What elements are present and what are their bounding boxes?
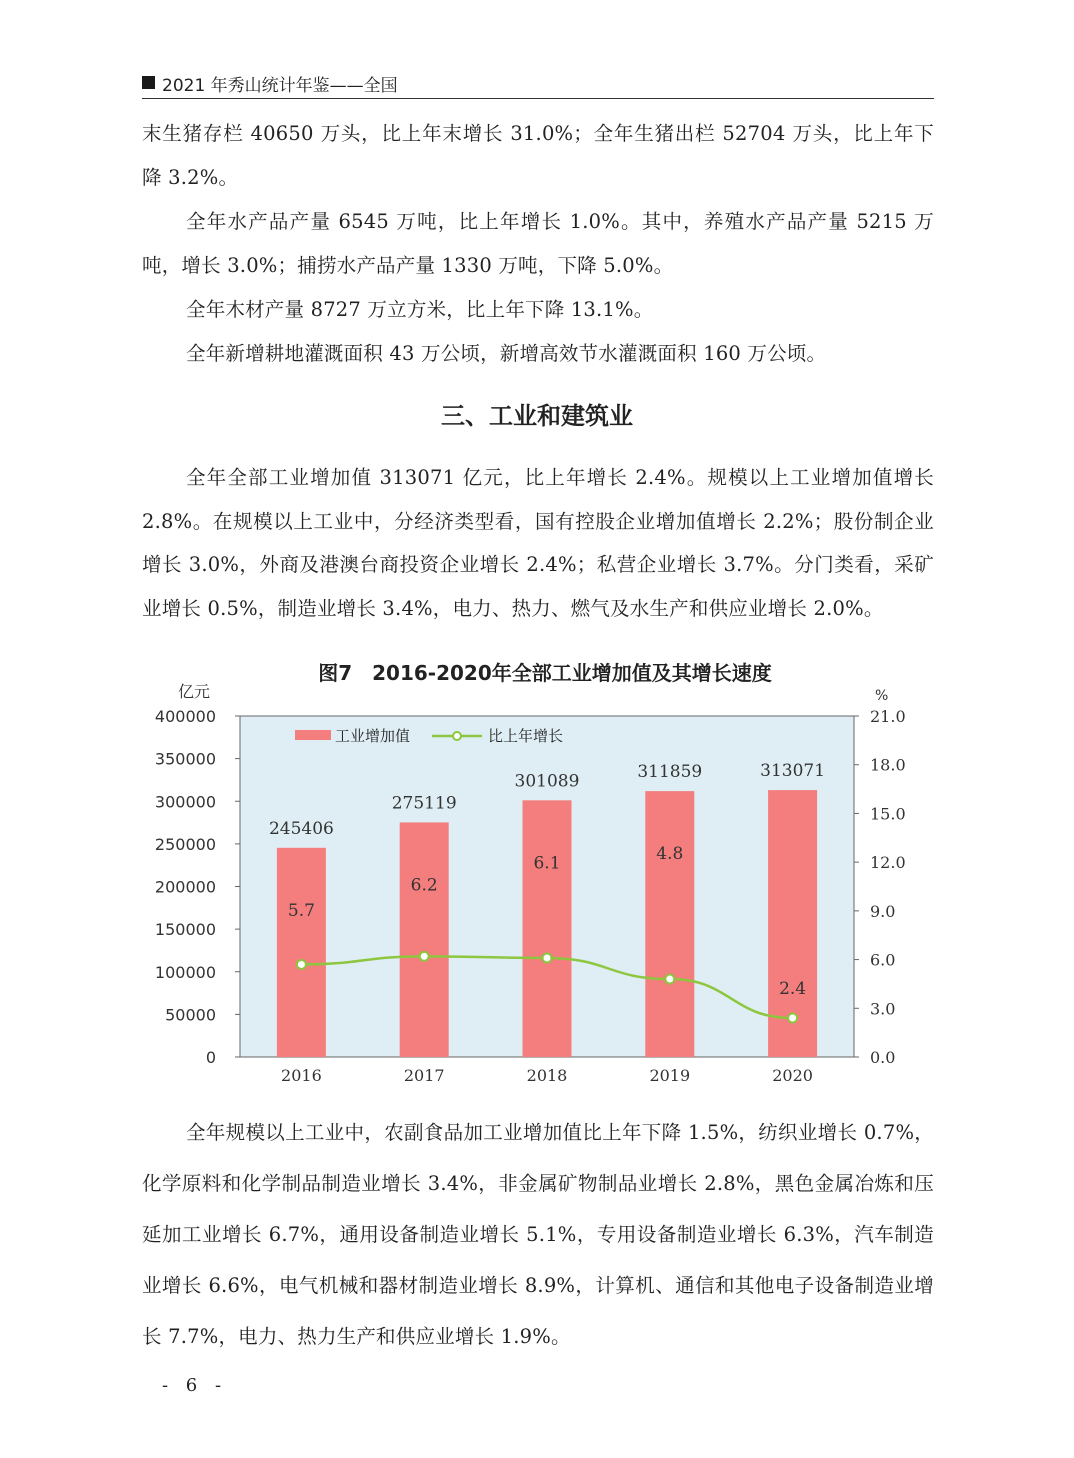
growth-point-2020 [788,1014,797,1023]
right-tick-label: 18.0 [870,755,906,775]
header-title: 2021 年秀山统计年鉴——全国 [162,76,398,96]
growth-point-2016 [297,960,306,969]
legend-bar-swatch [295,730,331,740]
paragraph-livestock: 末生猪存栏 40650 万头，比上年末增长 31.0%；全年生猪出栏 52704 万头，比上年下降 3.2%。 [142,122,934,189]
right-axis-ticks [854,707,906,1067]
y2-axis-label: % [875,688,889,704]
left-tick-label: 200000 [154,877,216,897]
x-tick-label: 2017 [403,1066,445,1085]
bar-value-label: 301089 [514,771,580,792]
left-axis-ticks [155,707,240,1067]
x-axis-labels [281,1066,813,1085]
bar-2019 [645,791,694,1057]
left-tick-label: 0 [205,1048,216,1067]
right-tick-label: 6.0 [870,950,896,970]
x-tick-label: 2020 [772,1066,813,1085]
growth-value-label: 6.1 [533,853,561,874]
paragraph-industry-overview: 全年全部工业增加值 313071 亿元，比上年增长 2.4%。规模以上工业增加值增长 2.8%。在规模以上工业中，分经济类型看，国有控股企业增加值增长 2.2%；股份制企业增长 3.0%，外商及港澳台商投资企业增长 2.4%；私营企业增长 3.7%。分门类看，采矿业增长 0.5%，制造业增长 3.4%，电力、热力、燃气及水生产和供应业增长 2.0%。 [142,466,934,620]
right-tick-label: 3.0 [870,999,896,1019]
left-tick-label: 100000 [154,962,216,982]
x-tick-label: 2018 [526,1066,568,1085]
growth-value-label: 2.4 [779,979,807,1000]
right-tick-label: 9.0 [870,901,896,921]
right-tick-label: 21.0 [870,707,906,726]
legend-line-label: 比上年增长 [488,727,564,745]
paragraph-irrigation: 全年新增耕地灌溉面积 43 万公顷，新增高效节水灌溉面积 160 万公顷。 [186,342,827,365]
paragraph-aquatic: 全年水产品产量 6545 万吨，比上年增长 1.0%。其中，养殖水产品产量 5215 万吨，增长 3.0%；捕捞水产品产量 1330 万吨，下降 5.0%。 [142,210,934,277]
paragraph-industry-detail: 全年规模以上工业中，农副食品加工业增加值比上年下降 1.5%，纺织业增长 0.7%，化学原料和化学制品制造业增长 3.4%，非金属矿物制品业增长 2.8%，黑色金属冶炼和压延加工业增长 6.7%，通用设备制造业增长 5.1%，专用设备制造业增长 6.3%，汽车制造业增长 6.6%，电气机械和器材制造业增长 8.9%，计算机、通信和其他电子设备制造业增长 7.7%，电力、热力生产和供应业增长 1.9%。 [142,1121,934,1348]
growth-point-2018 [543,953,552,962]
growth-point-2017 [420,952,429,961]
y-axis-label: 亿元 [178,682,211,701]
right-tick-label: 15.0 [870,804,906,824]
section-title: 三、工业和建筑业 [441,402,633,430]
bar-value-label: 245406 [268,818,334,839]
left-tick-label: 50000 [165,1005,216,1025]
paragraph-timber: 全年木材产量 8727 万立方米，比上年下降 13.1%。 [186,298,654,321]
bar-value-label: 275119 [391,793,457,814]
growth-value-label: 4.8 [656,844,684,865]
page-number: - 6 - [162,1375,228,1396]
left-tick-label: 300000 [154,792,216,812]
x-tick-label: 2016 [281,1066,322,1085]
bar-value-label: 311859 [637,762,703,783]
x-tick-label: 2019 [649,1066,691,1085]
legend-line-marker [453,732,461,740]
left-tick-label: 350000 [154,749,216,769]
growth-value-label: 5.7 [287,900,315,921]
left-tick-label: 400000 [154,707,216,726]
bar-2017 [400,822,449,1057]
growth-value-label: 6.2 [410,875,438,896]
growth-point-2019 [665,975,674,984]
bar-value-label: 313071 [760,761,826,782]
header-square-icon [142,76,155,89]
left-tick-label: 150000 [154,920,216,940]
running-header [142,70,934,99]
left-tick-label: 250000 [154,834,216,854]
right-tick-label: 0.0 [870,1048,896,1067]
bar-2018 [523,800,572,1057]
industry-chart [140,652,930,1102]
bar-2016 [277,848,326,1057]
right-tick-label: 12.0 [870,853,906,873]
chart-title: 图7 2016-2020年全部工业增加值及其增长速度 [318,661,772,685]
legend-bar-label: 工业增加值 [335,727,411,745]
